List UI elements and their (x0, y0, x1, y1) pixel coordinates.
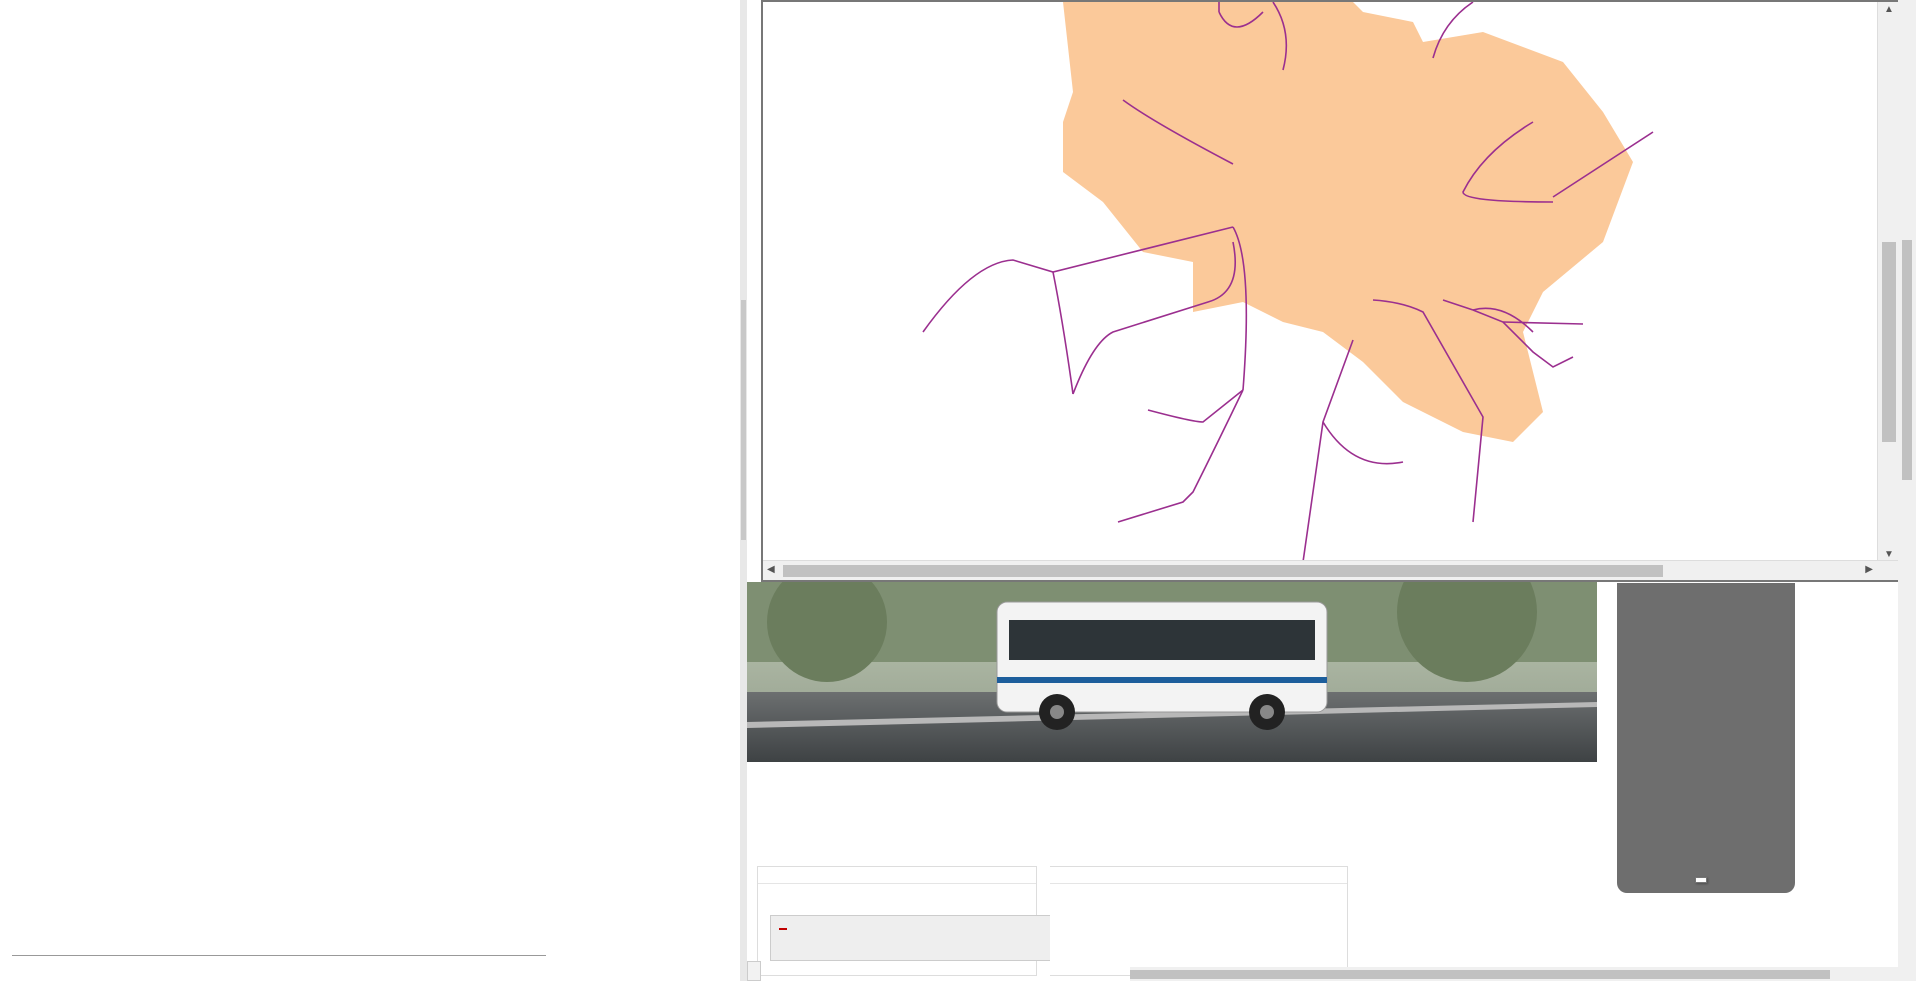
pane-scrollbar[interactable] (740, 0, 747, 981)
scroll-down-arrow-icon[interactable]: ▼ (1884, 549, 1894, 560)
page-vertical-scroll-thumb[interactable] (1902, 240, 1912, 480)
stb-logo (779, 928, 787, 930)
bus-photo (747, 582, 1597, 762)
regional-lines-box (1050, 866, 1348, 976)
map-vertical-scroll-thumb[interactable] (1882, 242, 1896, 442)
map-horizontal-scrollbar[interactable] (763, 560, 1899, 580)
scroll-up-arrow-icon[interactable]: ▲ (1884, 4, 1894, 15)
pane-scrollbar-thumb[interactable] (741, 300, 746, 540)
bucharest-city-area (1063, 2, 1633, 442)
map-vertical-scrollbar[interactable] (1877, 2, 1899, 562)
directory-listing (0, 0, 740, 981)
campaigns-box (757, 866, 1037, 976)
regional-lines-text (1050, 884, 1347, 890)
listing-divider (12, 955, 546, 956)
tooltip (1695, 877, 1707, 883)
maps-side-menu (1617, 583, 1795, 893)
campaign-banner[interactable] (770, 915, 1090, 961)
map-horizontal-scroll-thumb[interactable] (783, 565, 1663, 577)
page-vertical-scrollbar[interactable] (1898, 0, 1916, 967)
page-horizontal-scrollbar[interactable] (1130, 967, 1916, 981)
scroll-left-arrow-icon[interactable]: ◀ (767, 564, 775, 575)
route-map (763, 2, 1901, 562)
hero-banner (747, 582, 1597, 762)
regional-lines-title[interactable] (1050, 867, 1347, 884)
page-horizontal-scroll-thumb[interactable] (1130, 970, 1830, 979)
pdf-map-viewer[interactable] (761, 0, 1901, 582)
campaigns-title[interactable] (758, 867, 1036, 884)
scroll-right-arrow-icon[interactable]: ▶ (1865, 564, 1873, 575)
status-bar-url (747, 961, 761, 981)
website-pane (747, 0, 1916, 981)
